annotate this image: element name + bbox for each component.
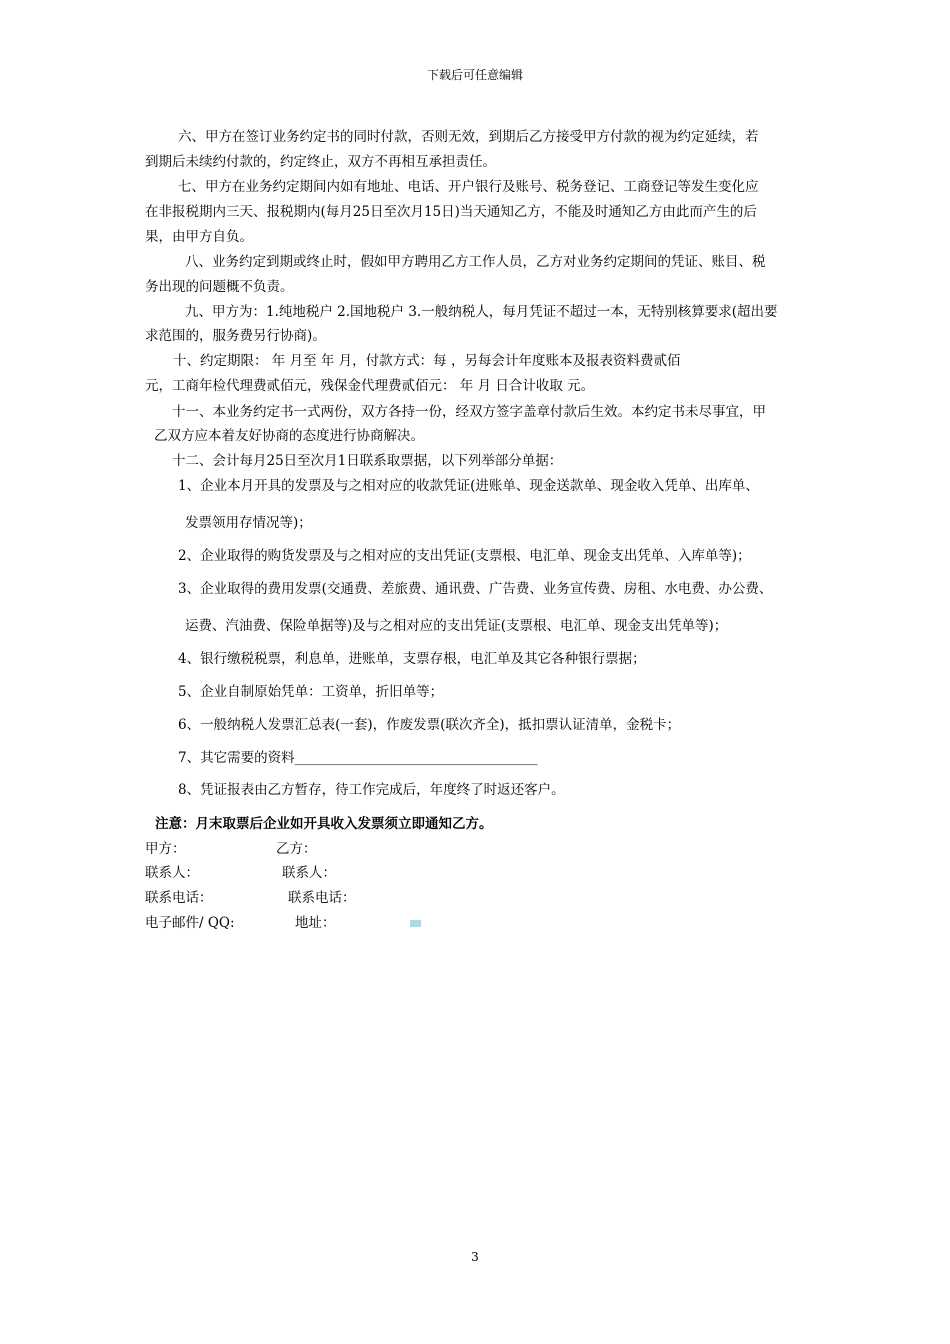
address-b-label: 地址： xyxy=(295,915,336,931)
clause-11-line-2: 乙双方应本着友好协商的态度进行协商解决。 xyxy=(154,428,424,444)
list-item-7: 7、其它需要的资料____________________________________ xyxy=(178,750,538,766)
clause-10-line-2: 元，工商年检代理费贰佰元，残保金代理费贰佰元： 年 月 日合计收取 元。 xyxy=(145,378,595,394)
phone-b-label: 联系电话： xyxy=(288,890,356,906)
clause-8-line-2: 务出现的问题概不负责。 xyxy=(145,279,294,295)
list-item-2: 2、企业取得的购货发票及与之相对应的支出凭证(支票根、电汇单、现金支出凭单、入库单等)； xyxy=(178,548,751,564)
page-header: 下载后可任意编辑 xyxy=(426,68,523,82)
list-item-5: 5、企业自制原始凭单：工资单，折旧单等； xyxy=(178,684,444,700)
list-item-1-line-1: 1、企业本月开具的发票及与之相对应的收款凭证(进账单、现金送款单、现金收入凭单、出库单、 xyxy=(178,478,759,494)
list-item-4: 4、银行缴税税票，利息单，进账单，支票存根，电汇单及其它各种银行票据； xyxy=(178,651,646,667)
party-a-label: 甲方： xyxy=(145,841,186,857)
email-a-label: 电子邮件/ QQ: xyxy=(145,915,235,931)
clause-12-heading: 十二、会计每月25日至次月1日联系取票据，以下列举部分单据： xyxy=(172,453,563,469)
page-number: 3 xyxy=(471,1250,479,1264)
clause-9-line-1: 九、甲方为：1.纯地税户 2.国地税户 3.一般纳税人，每月凭证不超过一本，无特别核算要求(超出要 xyxy=(185,304,778,320)
clause-7-line-1: 七、甲方在业务约定期间内如有地址、电话、开户银行及账号、税务登记、工商登记等发生变化应 xyxy=(178,179,759,195)
clause-7-line-2: 在非报税期内三天、报税期内(每月25日至次月15日)当天通知乙方，不能及时通知乙方由此而产生的后 xyxy=(145,204,757,220)
party-b-label: 乙方： xyxy=(276,841,317,857)
clause-9-line-2: 求范围的，服务费另行协商)。 xyxy=(145,328,326,344)
clause-6-line-1: 六、甲方在签订业务约定书的同时付款，否则无效，到期后乙方接受甲方付款的视为约定延续，若 xyxy=(178,129,759,145)
list-item-6: 6、一般纳税人发票汇总表(一套)，作废发票(联次齐全)，抵扣票认证清单，金税卡； xyxy=(178,717,681,733)
clause-10-line-1: 十、约定期限： 年 月至 年 月，付款方式：每 ，另每会计年度账本及报表资料费贰佰 xyxy=(173,353,681,369)
list-item-3-line-1: 3、企业取得的费用发票(交通费、差旅费、通讯费、广告费、业务宣传费、房租、水电费、办公费、 xyxy=(178,581,773,597)
clause-8-line-1: 八、业务约定到期或终止时，假如甲方聘用乙方工作人员，乙方对业务约定期间的凭证、账目、税 xyxy=(185,254,766,270)
list-item-3-line-2: 运费、汽油费、保险单据等)及与之相对应的支出凭证(支票根、电汇单、现金支出凭单等)； xyxy=(185,618,728,634)
list-item-1-line-2: 发票领用存情况等)； xyxy=(185,515,312,531)
notice-text: 注意：月末取票后企业如开具收入发票须立即通知乙方。 xyxy=(155,816,493,832)
contact-b-label: 联系人： xyxy=(282,865,336,881)
clause-6-line-2: 到期后未续约付款的，约定终止，双方不再相互承担责任。 xyxy=(145,154,496,170)
clause-7-line-3: 果，由甲方自负。 xyxy=(145,229,253,245)
clause-11-line-1: 十一、本业务约定书一式两份，双方各持一份，经双方签字盖章付款后生效。本约定书未尽事宜，甲 xyxy=(172,404,766,420)
phone-a-label: 联系电话： xyxy=(145,890,213,906)
contact-a-label: 联系人： xyxy=(145,865,199,881)
list-item-8: 8、凭证报表由乙方暂存，待工作完成后，年度终了时返还客户。 xyxy=(178,782,565,798)
highlight-mark xyxy=(410,920,421,927)
